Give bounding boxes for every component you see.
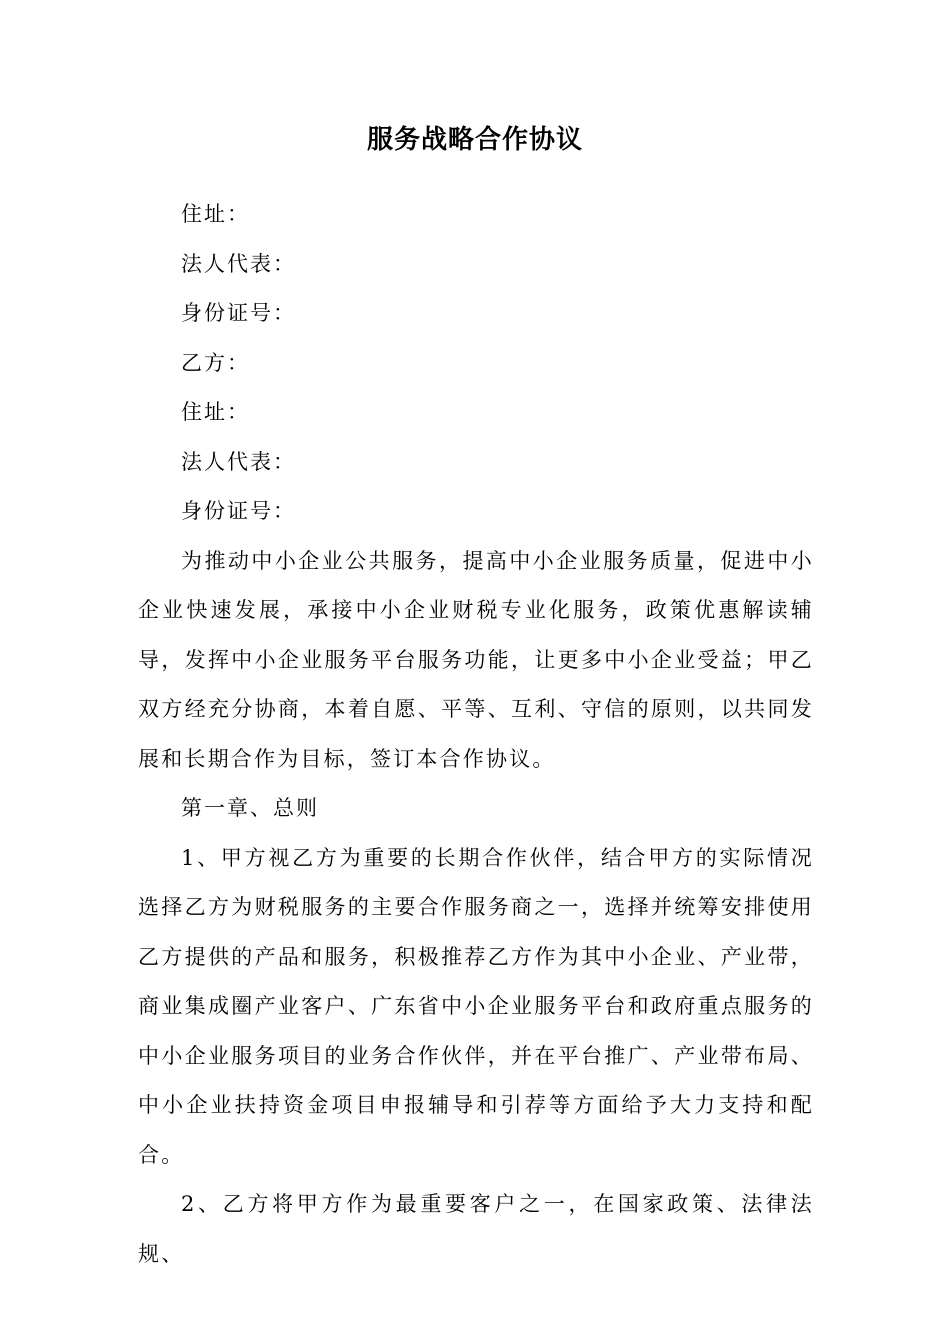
party-b-address-label: 住址： (181, 400, 250, 424)
document-body (138, 190, 814, 1279)
party-a-legal-rep-label: 法人代表： (181, 251, 296, 276)
preamble-paragraph: 为推动中小企业公共服务，提高中小企业服务质量，促进中小企业快速发展，承接中小企业财税专业化服务，政策优惠解读辅导，发挥中小企业服务平台服务功能，让更多中小企业受益；甲乙双方经充分协商，本着自愿、平等、互利、守信的原则，以共同发展和长期合作为目标，签订本合作协议。 (138, 548, 814, 771)
party-a-id-label: 身份证号： (181, 301, 296, 325)
clause-1-paragraph: 1、甲方视乙方为重要的长期合作伙伴，结合甲方的实际情况选择乙方为财税服务的主要合作服务商之一，选择并统筹安排使用乙方提供的产品和服务，积极推荐乙方作为其中小企业、产业带，商业集成圈产业客户、广东省中小企业服务平台和政府重点服务的中小企业服务项目的业务合作伙伴，并在平台推广、产业带布局、中小企业扶持资金项目申报辅导和引荐等方面给予大力支持和配合。 (138, 845, 814, 1167)
party-b-label: 乙方： (181, 350, 250, 375)
party-b-id-label: 身份证号： (181, 499, 296, 523)
party-a-address-label: 住址： (181, 202, 250, 226)
chapter-1-heading: 第一章、总则 (181, 796, 319, 820)
document-title: 服务战略合作协议 (366, 125, 583, 155)
clause-2-paragraph: 2、乙方将甲方作为最重要客户之一，在国家政策、法律法规、 (138, 1192, 814, 1266)
party-b-legal-rep-label: 法人代表： (181, 449, 296, 474)
